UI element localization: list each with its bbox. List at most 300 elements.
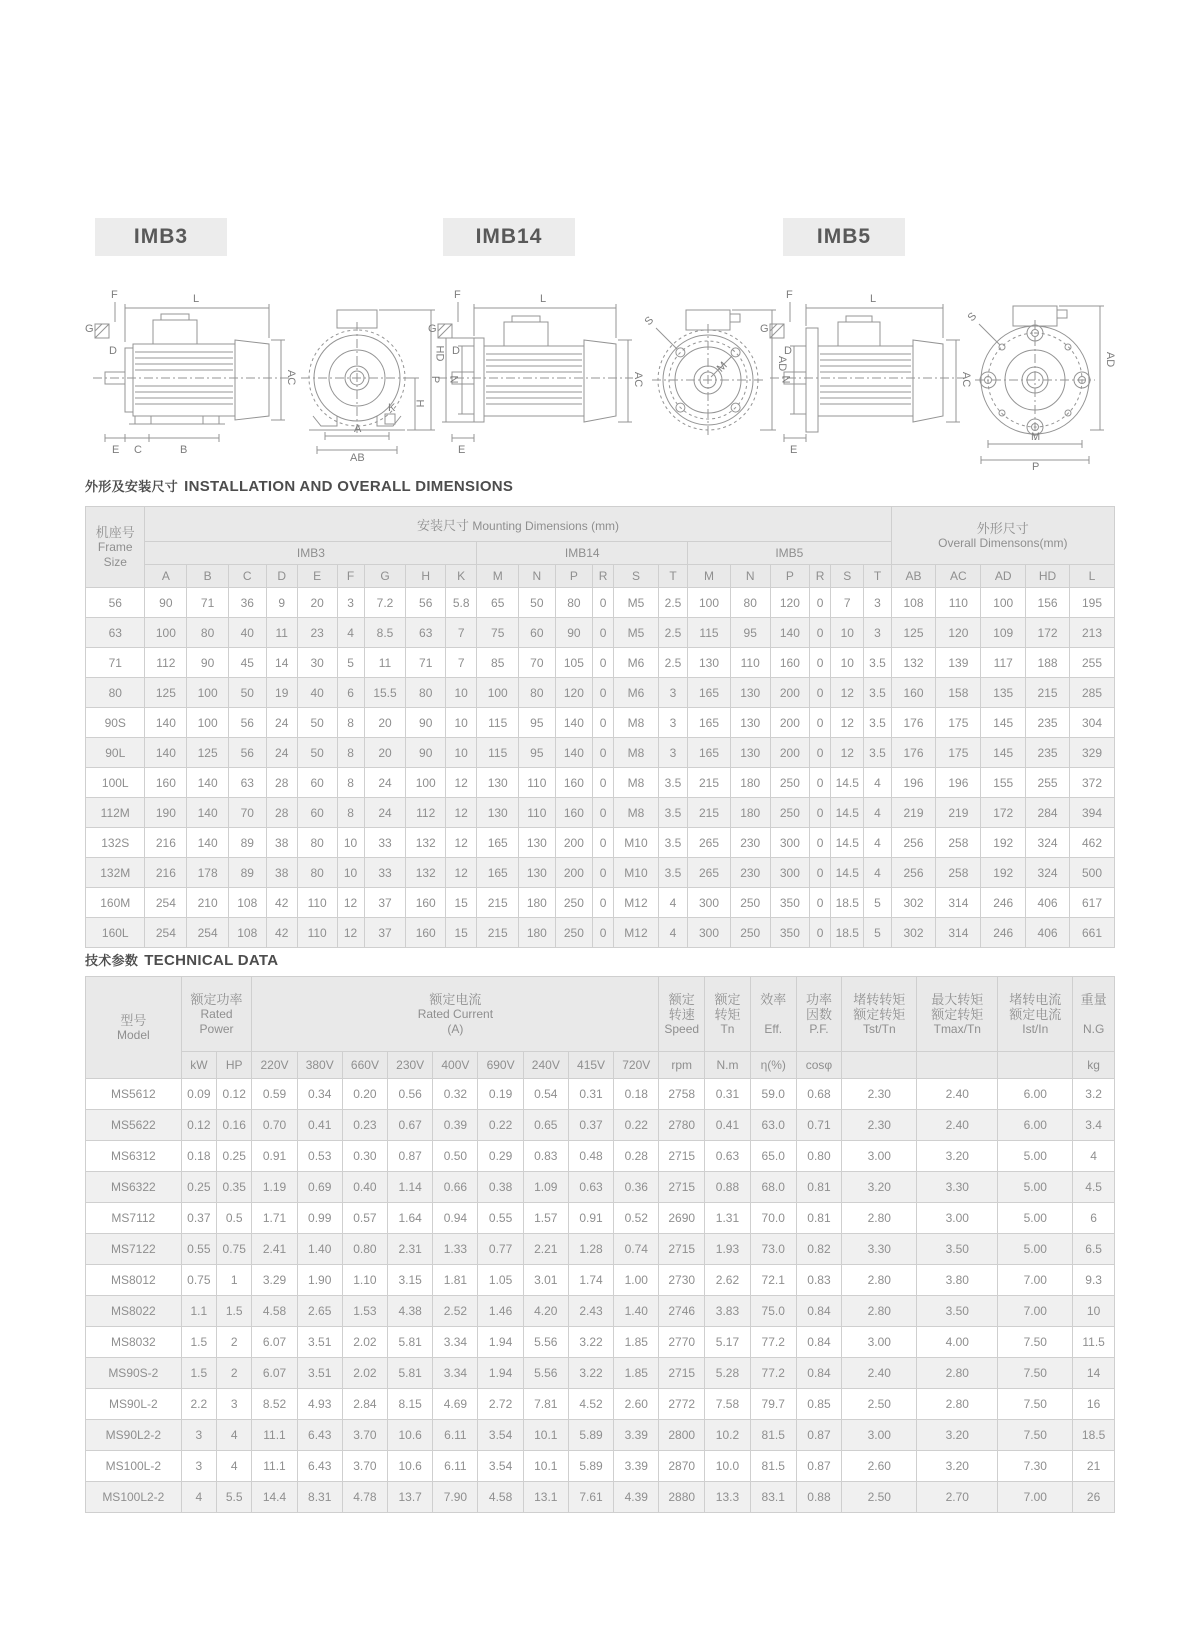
value-cell: 5 [337,648,364,678]
dim-column-header: T [658,565,687,588]
value-cell: 60 [519,618,556,648]
table-row [86,1141,1115,1172]
value-cell: 4.93 [297,1389,342,1420]
value-cell: 0.20 [342,1079,387,1110]
value-cell: 65.0 [750,1141,796,1172]
tech-unit-header: HP [217,1052,252,1079]
overall-dimensions-header [891,507,1114,565]
value-cell: 125 [891,618,936,648]
value-cell: 140 [770,618,810,648]
table-row [86,618,1115,648]
value-cell: 219 [891,798,936,828]
technical-data-title-zh: 技术参数 [85,953,139,968]
value-cell: 0 [810,588,831,618]
value-cell: 21 [1073,1451,1115,1482]
value-cell: 130 [730,738,770,768]
value-cell: 7 [446,648,477,678]
value-cell: 100 [981,588,1026,618]
value-cell: 110 [297,918,337,948]
value-cell: 2.52 [433,1296,478,1327]
frame-size-cell: 90L [86,738,145,768]
value-cell: 130 [730,678,770,708]
value-cell: 0 [593,858,614,888]
value-cell: 0.59 [252,1079,297,1110]
value-cell: 0.85 [796,1389,842,1420]
value-cell: 2.65 [297,1296,342,1327]
value-cell: 0.09 [181,1079,216,1110]
value-cell: 0.40 [342,1172,387,1203]
value-cell: 18.5 [1073,1420,1115,1451]
value-cell: 140 [145,738,187,768]
dim-label-g: G [428,323,437,335]
tech-unit-header: 220V [252,1052,297,1079]
value-cell: 160 [770,648,810,678]
value-cell: 2.72 [478,1389,523,1420]
technical-data-table [85,976,1115,1513]
tech-units-row [86,1052,1115,1079]
dim-label-k: K [388,402,396,414]
value-cell: 0 [593,648,614,678]
value-cell: 215 [477,918,519,948]
dim-label-f: F [786,289,793,301]
value-cell: 8.52 [252,1389,297,1420]
value-cell: 8.5 [364,618,406,648]
value-cell: 160 [406,888,446,918]
value-cell: M12 [614,918,659,948]
value-cell: 324 [1026,858,1070,888]
value-cell: 10 [1073,1296,1115,1327]
value-cell: 256 [891,858,936,888]
value-cell: 50 [297,708,337,738]
rated-power-header-en2: Power [199,1021,234,1036]
value-cell: 172 [981,798,1026,828]
value-cell: 4 [864,828,891,858]
value-cell: 10.6 [388,1451,433,1482]
value-cell: 40 [297,678,337,708]
value-cell: 7.50 [998,1389,1073,1420]
value-cell: 0.22 [614,1110,659,1141]
value-cell: 0.84 [796,1358,842,1389]
dim-column-header: P [555,565,593,588]
value-cell: 258 [936,858,981,888]
value-cell: 246 [981,918,1026,948]
dim-column-header: H [406,565,446,588]
tech-unit-header: 720V [614,1052,659,1079]
value-cell: M5 [614,588,659,618]
model-header [86,977,182,1079]
value-cell: 4.20 [523,1296,568,1327]
value-cell: 0.12 [181,1110,216,1141]
table-row [86,678,1115,708]
value-cell: 2.80 [842,1203,917,1234]
value-cell: M8 [614,798,659,828]
value-cell: 180 [730,768,770,798]
value-cell: 215 [688,798,731,828]
value-cell: 1.05 [478,1265,523,1296]
value-cell: 172 [1026,618,1070,648]
frame-size-cell: 132M [86,858,145,888]
value-cell: 165 [688,678,731,708]
value-cell: 1.33 [433,1234,478,1265]
rated-current-header-zh: 额定电流 [429,991,482,1007]
value-cell: 213 [1069,618,1114,648]
value-cell: 0 [810,858,831,888]
value-cell: 42 [266,888,297,918]
value-cell: 60 [297,798,337,828]
value-cell: 8 [337,708,364,738]
rated-power-header-en1: Rated [200,1006,233,1021]
tech-unit-header [842,1052,917,1079]
value-cell: 1 [217,1265,252,1296]
value-cell: 4.39 [614,1482,659,1513]
table-row [86,828,1115,858]
value-cell: 2690 [659,1203,705,1234]
value-cell: 0.22 [478,1110,523,1141]
value-cell: 14 [1073,1358,1115,1389]
value-cell: 7 [446,618,477,648]
dim-column-header: L [1069,565,1114,588]
dim-label-f: F [454,289,461,301]
dim-column-header: F [337,565,364,588]
value-cell: 0.23 [342,1110,387,1141]
value-cell: 2.70 [917,1482,998,1513]
value-cell: 661 [1069,918,1114,948]
value-cell: 5.00 [998,1141,1073,1172]
value-cell: 0.83 [523,1141,568,1172]
table-row [86,1358,1115,1389]
value-cell: 3.5 [864,738,891,768]
value-cell: 7.00 [998,1296,1073,1327]
value-cell: 2.60 [614,1389,659,1420]
value-cell: 95 [519,738,556,768]
value-cell: 250 [555,888,593,918]
installation-dimensions-title-zh: 外形及安装尺寸 [85,479,179,494]
badge-imb14: IMB14 [443,218,575,256]
value-cell: 0 [810,768,831,798]
dim-column-header: N [519,565,556,588]
value-cell: 0.38 [478,1172,523,1203]
value-cell: 6.00 [998,1110,1073,1141]
value-cell: 95 [730,618,770,648]
value-cell: 1.10 [342,1265,387,1296]
value-cell: 10 [446,708,477,738]
value-cell: 10 [337,858,364,888]
value-cell: 80 [297,858,337,888]
value-cell: 7.58 [705,1389,751,1420]
value-cell: 140 [555,738,593,768]
value-cell: 0.69 [297,1172,342,1203]
value-cell: 12 [446,768,477,798]
value-cell: 23 [297,618,337,648]
value-cell: 12 [337,888,364,918]
value-cell: 9.3 [1073,1265,1115,1296]
value-cell: 63.0 [750,1110,796,1141]
value-cell: 0 [810,618,831,648]
imb5-technical-drawing [760,288,1120,473]
value-cell: 462 [1069,828,1114,858]
value-cell: 89 [228,858,266,888]
dim-label-a: A [354,423,362,435]
dim-header-row-3 [86,565,1115,588]
value-cell: 255 [1026,768,1070,798]
value-cell: 250 [770,768,810,798]
dim-column-header: B [187,565,229,588]
table-row [86,1203,1115,1234]
value-cell: 132 [406,858,446,888]
value-cell: 1.94 [478,1358,523,1389]
value-cell: 14 [266,648,297,678]
dim-label-ab: AB [350,452,365,464]
dim-table-body [86,588,1115,948]
imb14-drawing-art [428,288,803,473]
value-cell: 2746 [659,1296,705,1327]
value-cell: 0.63 [705,1141,751,1172]
value-cell: 3.5 [658,858,687,888]
value-cell: 5 [864,888,891,918]
value-cell: M12 [614,888,659,918]
value-cell: 72.1 [750,1265,796,1296]
value-cell: 0.52 [614,1203,659,1234]
tech-unit-header: kW [181,1052,216,1079]
value-cell: 3.22 [568,1358,613,1389]
dim-label-ac: AC [285,369,298,386]
value-cell: 2.40 [917,1079,998,1110]
dim-column-header: P [770,565,810,588]
value-cell: 406 [1026,888,1070,918]
value-cell: 4.52 [568,1389,613,1420]
imb5-drawing-art [760,288,1120,473]
value-cell: 2715 [659,1141,705,1172]
torque-header-zh1: 额定 [714,991,741,1007]
value-cell: 3 [658,678,687,708]
value-cell: 8.15 [388,1389,433,1420]
value-cell: 265 [688,828,731,858]
value-cell: 3.20 [917,1141,998,1172]
value-cell: 0 [810,678,831,708]
value-cell: 165 [688,708,731,738]
value-cell: 10.0 [705,1451,751,1482]
value-cell: 7.00 [998,1482,1073,1513]
value-cell: 0.31 [705,1079,751,1110]
value-cell: 100 [145,618,187,648]
value-cell: M8 [614,768,659,798]
dim-column-header: R [593,565,614,588]
value-cell: 4.58 [252,1296,297,1327]
value-cell: 0.32 [433,1079,478,1110]
value-cell: 120 [936,618,981,648]
value-cell: 7.00 [998,1265,1073,1296]
value-cell: 5.89 [568,1451,613,1482]
value-cell: 246 [981,888,1026,918]
installation-dimensions-title [85,476,513,495]
value-cell: 6.43 [297,1451,342,1482]
tech-unit-header: 690V [478,1052,523,1079]
value-cell: 12 [446,858,477,888]
value-cell: 37 [364,918,406,948]
efficiency-header-en: Eff. [764,1021,783,1036]
value-cell: 165 [477,828,519,858]
value-cell: 11 [266,618,297,648]
value-cell: 100 [688,588,731,618]
value-cell: 1.5 [181,1358,216,1389]
value-cell: 80 [406,678,446,708]
value-cell: 0 [593,738,614,768]
value-cell: 1.19 [252,1172,297,1203]
value-cell: 0.56 [388,1079,433,1110]
speed-header-en: Speed [664,1021,700,1036]
technical-data-title [85,950,278,969]
value-cell: 180 [730,798,770,828]
dim-label-p: P [429,375,442,384]
value-cell: 5.89 [568,1420,613,1451]
ist-in-header-zh1: 堵转电流 [1009,991,1062,1007]
tech-unit-header: 415V [568,1052,613,1079]
value-cell: 8 [337,738,364,768]
mounting-dimensions-header-en: Mounting Dimensions (mm) [472,518,620,533]
value-cell: 2.5 [658,588,687,618]
value-cell: 5.00 [998,1234,1073,1265]
value-cell: 0.25 [217,1141,252,1172]
dim-label-l: L [540,293,547,305]
value-cell: 200 [770,738,810,768]
value-cell: 100 [187,708,229,738]
value-cell: 3.70 [342,1451,387,1482]
value-cell: 33 [364,858,406,888]
value-cell: 0.99 [297,1203,342,1234]
value-cell: 12 [831,678,864,708]
value-cell: 4 [864,858,891,888]
value-cell: 300 [770,858,810,888]
value-cell: 350 [770,888,810,918]
value-cell: 3 [658,708,687,738]
value-cell: 617 [1069,888,1114,918]
value-cell: 135 [981,678,1026,708]
value-cell: 1.85 [614,1327,659,1358]
value-cell: 2715 [659,1172,705,1203]
value-cell: 0.71 [796,1110,842,1141]
value-cell: 5.17 [705,1327,751,1358]
model-cell: MS8012 [86,1265,182,1296]
table-row [86,648,1115,678]
value-cell: 0 [593,888,614,918]
value-cell: 3.4 [1073,1110,1115,1141]
imb14-technical-drawing [428,288,803,473]
value-cell: 2.40 [917,1110,998,1141]
value-cell: 0.55 [478,1203,523,1234]
value-cell: 28 [266,768,297,798]
value-cell: 2.80 [917,1389,998,1420]
dim-label-s: S [642,314,657,328]
value-cell: 4 [658,918,687,948]
imb5-group-header: IMB5 [688,542,891,565]
value-cell: 216 [145,858,187,888]
tech-unit-header: rpm [659,1052,705,1079]
installation-dimensions-table [85,506,1115,948]
value-cell: 3.5 [658,798,687,828]
dim-column-header: T [864,565,891,588]
tech-unit-header: cosφ [796,1052,842,1079]
model-header-en: Model [116,1027,150,1042]
value-cell: 3.00 [842,1420,917,1451]
dim-column-header: A [145,565,187,588]
value-cell: 65 [477,588,519,618]
value-cell: 4.00 [917,1327,998,1358]
value-cell: 13.1 [523,1482,568,1513]
value-cell: 42 [266,918,297,948]
imb14-group-header: IMB14 [477,542,688,565]
value-cell: 314 [936,888,981,918]
value-cell: 0 [810,798,831,828]
value-cell: 230 [730,858,770,888]
value-cell: 9 [266,588,297,618]
ist-in-header [998,977,1073,1052]
frame-size-cell: 160L [86,918,145,948]
value-cell: 71 [187,588,229,618]
value-cell: 3.5 [864,648,891,678]
dim-column-header: S [614,565,659,588]
value-cell: 2.50 [842,1482,917,1513]
tech-unit-header [998,1052,1073,1079]
value-cell: 2 [217,1358,252,1389]
value-cell: 216 [145,828,187,858]
value-cell: 5.56 [523,1327,568,1358]
value-cell: 7 [831,588,864,618]
value-cell: 1.40 [614,1296,659,1327]
value-cell: 196 [891,768,936,798]
value-cell: 5.81 [388,1327,433,1358]
value-cell: 145 [981,738,1026,768]
value-cell: 14.4 [252,1482,297,1513]
value-cell: 38 [266,858,297,888]
value-cell: 0.84 [796,1327,842,1358]
value-cell: 0.19 [478,1079,523,1110]
value-cell: 324 [1026,828,1070,858]
value-cell: 56 [406,588,446,618]
value-cell: 200 [770,708,810,738]
value-cell: 2.80 [917,1358,998,1389]
value-cell: 0.81 [796,1203,842,1234]
tst-tn-header-zh1: 堵转转矩 [853,991,906,1007]
value-cell: 56 [228,708,266,738]
value-cell: 79.7 [750,1389,796,1420]
value-cell: 192 [981,828,1026,858]
value-cell: 80 [187,618,229,648]
value-cell: 139 [936,648,981,678]
value-cell: 175 [936,738,981,768]
value-cell: 235 [1026,738,1070,768]
frame-size-header-en1: Frame [97,539,133,554]
dim-column-header: K [446,565,477,588]
value-cell: 160 [145,768,187,798]
weight-header-en: N.G [1082,1021,1105,1036]
value-cell: 112 [145,648,187,678]
value-cell: 178 [187,858,229,888]
tmax-tn-header-zh1: 最大转矩 [931,991,984,1007]
weight-header-zh: 重量 [1080,991,1107,1007]
value-cell: 30 [297,648,337,678]
value-cell: 10 [831,648,864,678]
value-cell: 130 [688,648,731,678]
value-cell: 130 [519,828,556,858]
value-cell: 285 [1069,678,1114,708]
value-cell: 3.5 [658,828,687,858]
tst-tn-header-en: Tst/Tn [862,1021,896,1036]
value-cell: 3.51 [297,1358,342,1389]
value-cell: 250 [555,918,593,948]
value-cell: 20 [364,708,406,738]
value-cell: 2.50 [842,1389,917,1420]
value-cell: 4.38 [388,1296,433,1327]
